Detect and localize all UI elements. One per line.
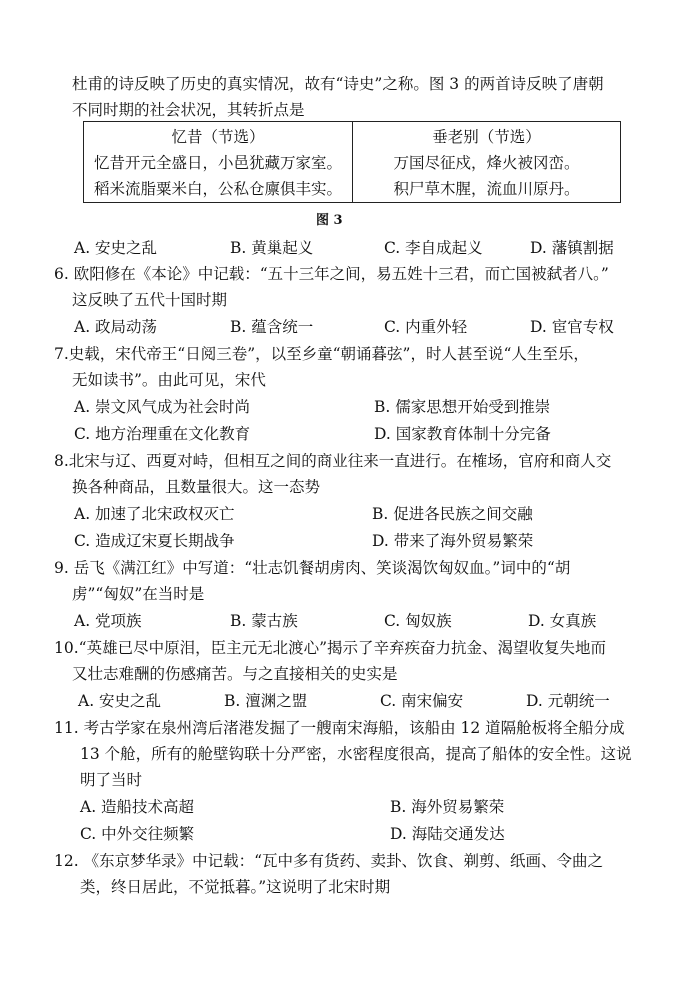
poem-right-title: 垂老别（节选） xyxy=(432,128,541,146)
poem-right-cell xyxy=(353,122,620,202)
q5-option-c: C. 李自成起义 xyxy=(384,239,483,257)
q8-stem-line-1: 8.北宋与辽、西夏对峙，但相互之间的商业往来一直进行。在榷场，官府和商人交 xyxy=(54,452,612,470)
intro-line-1: 杜甫的诗反映了历史的真实情况，故有“诗史”之称。图 3 的两首诗反映了唐朝 xyxy=(72,75,604,93)
q12-stem-line-1: 12. 《东京梦华录》中记载：“瓦中多有货药、卖卦、饮食、剃剪、纸画、令曲之 xyxy=(54,852,604,870)
q7-option-a: A. 崇文风气成为社会时尚 xyxy=(74,398,251,416)
q6-option-a: A. 政局动荡 xyxy=(74,318,158,336)
poem-left-cell xyxy=(84,122,352,202)
poem-right-line-1: 万国尽征戍，烽火被冈峦。 xyxy=(393,154,580,172)
q6-option-d: D. 宦官专权 xyxy=(530,318,614,336)
q11-option-c: C. 中外交往频繁 xyxy=(80,825,195,843)
poem-left-line-1: 忆昔开元全盛日，小邑犹藏万家室。 xyxy=(93,154,342,172)
q10-stem-line-1: 10.“英雄已尽中原泪，臣主元无北渡心”揭示了辛弃疾奋力抗金、渴望收复失地而 xyxy=(54,639,607,657)
q7-stem-line-2: 无如读书”。由此可见，宋代 xyxy=(72,371,266,389)
q10-option-d: D. 元朝统一 xyxy=(526,692,610,710)
q6-stem-line-1: 6. 欧阳修在《本论》中记载：“五十三年之间，易五姓十三君，而亡国被弑者八。” xyxy=(54,265,609,283)
q11-stem-line-2: 13 个舱，所有的舱壁钩联十分严密，水密程度很高，提高了船体的安全性。这说 xyxy=(80,745,632,763)
q11-option-d: D. 海陆交通发达 xyxy=(390,825,505,843)
q7-option-d: D. 国家教育体制十分完备 xyxy=(374,425,551,443)
q7-stem-line-1: 7.史载，宋代帝王“日阅三卷”，以至乡童“朝诵暮弦”，时人甚至说“人生至乐， xyxy=(54,345,589,363)
q11-stem-line-3: 明了当时 xyxy=(80,771,143,789)
q9-stem-line-1: 9. 岳飞《满江红》中写道：“壮志饥餐胡虏肉、笑谈渴饮匈奴血。”词中的“胡 xyxy=(54,559,571,577)
q5-option-d: D. 藩镇割据 xyxy=(530,239,614,257)
q9-option-b: B. 蒙古族 xyxy=(230,612,298,630)
q10-option-a: A. 安史之乱 xyxy=(78,692,162,710)
q8-option-c: C. 造成辽宋夏长期战争 xyxy=(74,532,235,550)
q10-option-b: B. 澶渊之盟 xyxy=(224,692,308,710)
poem-table xyxy=(83,121,621,203)
q7-option-b: B. 儒家思想开始受到推崇 xyxy=(374,398,551,416)
q9-option-d: D. 女真族 xyxy=(528,612,597,630)
q8-option-d: D. 带来了海外贸易繁荣 xyxy=(372,532,534,550)
q6-option-c: C. 内重外轻 xyxy=(384,318,468,336)
poem-right-line-2: 积尸草木腥，流血川原丹。 xyxy=(393,180,580,198)
poem-left-line-2: 稻米流脂粟米白，公私仓廪俱丰实。 xyxy=(93,180,342,198)
q12-stem-line-2: 类，终日居此，不觉抵暮。”这说明了北宋时期 xyxy=(80,878,391,896)
q8-option-a: A. 加速了北宋政权灭亡 xyxy=(74,505,235,523)
q9-option-a: A. 党项族 xyxy=(74,612,142,630)
q9-option-c: C. 匈奴族 xyxy=(384,612,452,630)
q10-stem-line-2: 又壮志难酬的伤感痛苦。与之直接相关的史实是 xyxy=(72,665,398,683)
intro-line-2: 不同时期的社会状况，其转折点是 xyxy=(72,101,305,119)
q7-option-c: C. 地方治理重在文化教育 xyxy=(74,425,251,443)
q5-option-b: B. 黄巢起义 xyxy=(230,239,314,257)
q9-stem-line-2: 虏”“匈奴”在当时是 xyxy=(72,585,205,603)
figure-caption: 图 3 xyxy=(316,213,343,228)
q5-option-a: A. 安史之乱 xyxy=(74,239,158,257)
q11-stem-line-1: 11. 考古学家在泉州湾后渚港发掘了一艘南宋海船，该船由 12 道隔舱板将全船分成 xyxy=(54,719,625,737)
q6-stem-line-2: 这反映了五代十国时期 xyxy=(72,291,228,309)
q11-option-a: A. 造船技术高超 xyxy=(80,798,195,816)
q11-option-b: B. 海外贸易繁荣 xyxy=(390,798,505,816)
q10-option-c: C. 南宋偏安 xyxy=(380,692,464,710)
poem-left-title: 忆昔（节选） xyxy=(171,128,265,146)
q8-stem-line-2: 换各种商品，且数量很大。这一态势 xyxy=(72,478,321,496)
q8-option-b: B. 促进各民族之间交融 xyxy=(372,505,533,523)
q6-option-b: B. 蕴含统一 xyxy=(230,318,314,336)
